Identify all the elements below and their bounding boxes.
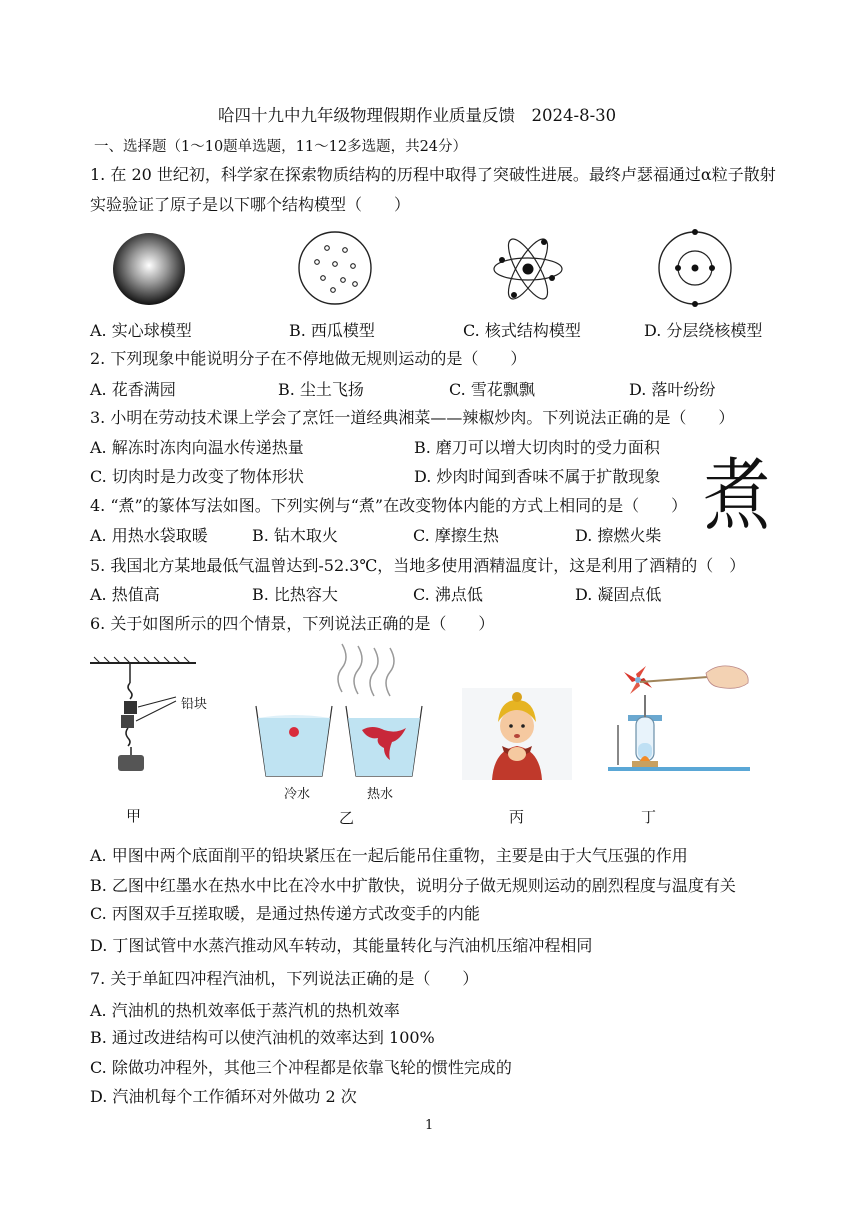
q2-option-d: D. 落叶纷纷 [629, 380, 716, 399]
page-number: 1 [425, 1118, 434, 1133]
q4-stem: 4. “煮”的篆体写法如图。下列实例与“煮”在改变物体内能的方式上相同的是（ ） [90, 496, 688, 515]
q5-option-c: C. 沸点低 [413, 585, 483, 604]
q1-option-c: C. 核式结构模型 [463, 321, 581, 340]
q7-option-c: C. 除做功冲程外，其他三个冲程都是依靠飞轮的惯性完成的 [90, 1058, 512, 1077]
caption-jia: 甲 [126, 807, 142, 825]
q2-option-a: A. 花香满园 [90, 380, 176, 399]
hot-water-label: 热水 [367, 787, 394, 802]
q5-stem: 5. 我国北方某地最低气温曾达到-52.3℃，当地多使用酒精温度计，这是利用了酒精的（ ） [90, 556, 746, 575]
section-heading: 一、选择题（1～10题单选题，11～12多选题，共24分） [94, 139, 468, 155]
q6-option-b: B. 乙图中红墨水在热水中比在冷水中扩散快，说明分子做无规则运动的剧烈程度与温度有关 [90, 876, 736, 895]
steam-pinwheel-figure [608, 655, 756, 787]
caption-bing: 丙 [509, 808, 525, 826]
q1-option-b: B. 西瓜模型 [289, 321, 375, 340]
solid-sphere-model-figure [112, 232, 187, 307]
seal-script-zhu-figure: 煮 [703, 451, 772, 542]
q3-option-c: C. 切肉时是力改变了物体形状 [90, 467, 304, 486]
q5-option-b: B. 比热容大 [252, 585, 338, 604]
q3-option-a: A. 解冻时冻肉向温水传递热量 [90, 438, 304, 457]
q3-stem: 3. 小明在劳动技术课上学会了烹饪一道经典湘菜——辣椒炒肉。下列说法正确的是（ ） [90, 408, 735, 427]
q3-option-d: D. 炒肉时闻到香味不属于扩散现象 [414, 467, 661, 486]
q7-option-a: A. 汽油机的热机效率低于蒸汽机的热机效率 [90, 1001, 400, 1020]
q6-option-d: D. 丁图试管中水蒸汽推动风车转动，其能量转化与汽油机压缩冲程相同 [90, 936, 593, 955]
shell-model-figure [657, 230, 733, 306]
q4-option-a: A. 用热水袋取暖 [90, 526, 208, 545]
q5-option-d: D. 凝固点低 [575, 585, 662, 604]
diffusion-beakers-figure [250, 640, 430, 785]
q6-option-c: C. 丙图双手互搓取暖，是通过热传递方式改变手的内能 [90, 904, 480, 923]
caption-yi: 乙 [339, 809, 355, 827]
q1-option-a: A. 实心球模型 [90, 321, 192, 340]
q3-option-b: B. 磨刀可以增大切肉时的受力面积 [414, 438, 660, 457]
q1-option-d: D. 分层绕核模型 [644, 321, 763, 340]
page-title: 哈四十九中九年级物理假期作业质量反馈 2024-8-30 [218, 106, 617, 125]
q2-option-c: C. 雪花飘飘 [449, 380, 535, 399]
q4-option-d: D. 擦燃火柴 [575, 526, 662, 545]
q6-option-a: A. 甲图中两个底面削平的铅块紧压在一起后能吊住重物，主要是由于大气压强的作用 [90, 846, 688, 865]
q5-option-a: A. 热值高 [90, 585, 160, 604]
rubbing-hands-child-figure [462, 688, 572, 780]
plum-pudding-model-figure [297, 230, 373, 306]
q4-option-b: B. 钻木取火 [252, 526, 338, 545]
caption-ding: 丁 [641, 808, 657, 826]
q7-stem: 7. 关于单缸四冲程汽油机，下列说法正确的是（ ） [90, 969, 479, 988]
q1-stem-line2: 实验验证了原子是以下哪个结构模型（ ） [90, 195, 411, 214]
lead-blocks-figure [88, 655, 228, 780]
q2-option-b: B. 尘土飞扬 [278, 380, 364, 399]
q7-option-b: B. 通过改进结构可以使汽油机的效率达到 100% [90, 1028, 435, 1047]
q6-stem: 6. 关于如图所示的四个情景，下列说法正确的是（ ） [90, 614, 495, 633]
q2-stem: 2. 下列现象中能说明分子在不停地做无规则运动的是（ ） [90, 349, 527, 368]
q1-stem-line1: 1. 在 20 世纪初，科学家在探索物质结构的历程中取得了突破性进展。最终卢瑟福通过α粒子散射 [90, 165, 776, 184]
lead-block-label: 铅块 [181, 697, 208, 712]
q4-option-c: C. 摩擦生热 [413, 526, 499, 545]
cold-water-label: 冷水 [284, 787, 311, 802]
nuclear-model-figure [492, 232, 564, 306]
q7-option-d: D. 汽油机每个工作循环对外做功 2 次 [90, 1087, 357, 1106]
